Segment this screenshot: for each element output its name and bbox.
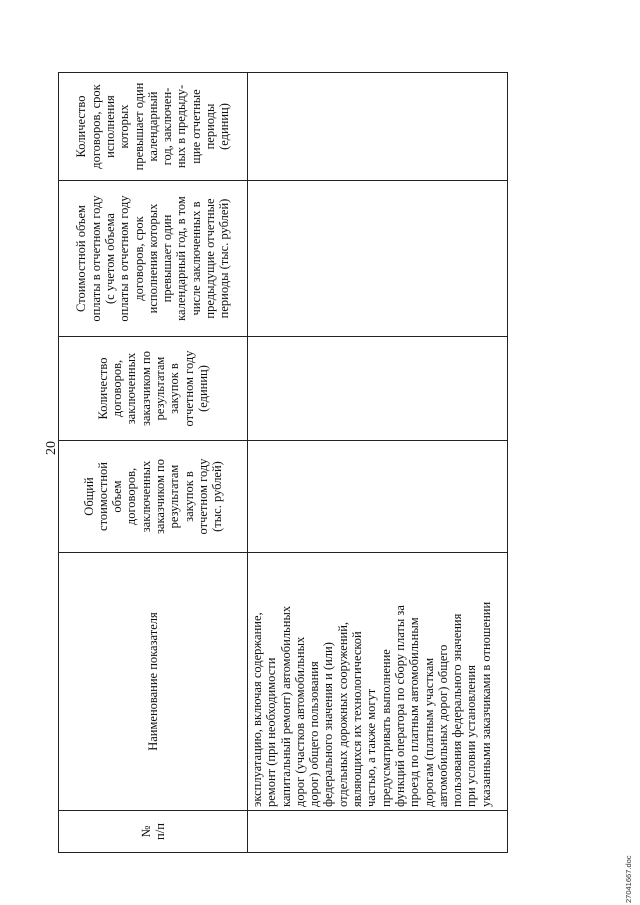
indicator-name-line: проезд по платным автомобильным xyxy=(407,617,422,807)
header-contract-count xyxy=(59,337,248,441)
indicator-name-line: эксплуатацию, включая содержание, xyxy=(250,612,264,807)
header-indicator-name xyxy=(59,553,248,811)
cell-payment-value xyxy=(248,181,508,337)
document-code: 27041667.doc xyxy=(624,855,633,903)
indicator-name-line: отдельных дорожных сооружений, xyxy=(335,621,350,807)
cell-number xyxy=(248,811,508,853)
indicator-name-line: пользования федерального значения xyxy=(450,613,465,807)
page-number: 20 xyxy=(44,441,59,455)
header-payment-value-text: Стоимостной объем оплаты в отчетном году (с учетом объема оплаты в отчетном году договоров, срок исполнения которых превышает один календарный год, в том числе заключенных в предыдущие отчетные периоды (тыс. рублей) xyxy=(74,195,232,322)
indicator-name-line: при условии установления xyxy=(464,665,479,807)
indicator-name-line: частью, а также могут xyxy=(364,688,379,807)
cell-indicator-name xyxy=(248,553,508,811)
indicator-name-line: предусматривать выполнение xyxy=(378,649,393,807)
indicator-name-line: федерального значения и (или) xyxy=(321,642,336,807)
indicator-name-line: функций оператора по сбору платы за xyxy=(392,605,407,807)
header-multiyear-count xyxy=(59,73,248,181)
table-header-row xyxy=(59,73,248,853)
header-number-text: № п/п xyxy=(138,823,167,840)
table-row xyxy=(248,73,508,853)
cell-contract-count xyxy=(248,337,508,441)
indicator-name-line: дорог (участков автомобильных xyxy=(292,636,307,807)
cell-multiyear-count xyxy=(248,73,508,181)
header-total-value-text: Общий стоимостной объем договоров, заключенных заказчиком по результатам закупок в отчетном году (тыс. рублей) xyxy=(81,458,225,535)
indicator-name-line: автомобильных дорог) общего xyxy=(435,644,450,807)
indicator-name-line: дорог) общего пользования xyxy=(307,661,322,807)
indicator-table xyxy=(58,72,508,853)
indicator-name-line: являющихся их технологической xyxy=(350,631,365,807)
indicator-name-line: ремонт (при необходимости xyxy=(264,657,279,807)
header-indicator-name-text: Наименование показателя xyxy=(145,612,160,751)
header-total-value xyxy=(59,441,248,553)
cell-total-value xyxy=(248,441,508,553)
indicator-name-line: капитальный ремонт) автомобильных xyxy=(278,605,293,807)
header-contract-count-text: Количество договоров, заключенных заказчиком по результатам закупок в отчетном году (единиц) xyxy=(95,350,210,427)
header-number xyxy=(59,811,248,853)
header-payment-value xyxy=(59,181,248,337)
indicator-name-line: дорогам (платным участкам xyxy=(421,657,436,807)
header-multiyear-count-text: Количество договоров, срок исполнения которых превышает один календарный год, заключен- ных в предыду- щие отчетные периоды (единиц) xyxy=(74,82,232,171)
indicator-name-line: указанными заказчиками в отношении xyxy=(478,601,493,807)
